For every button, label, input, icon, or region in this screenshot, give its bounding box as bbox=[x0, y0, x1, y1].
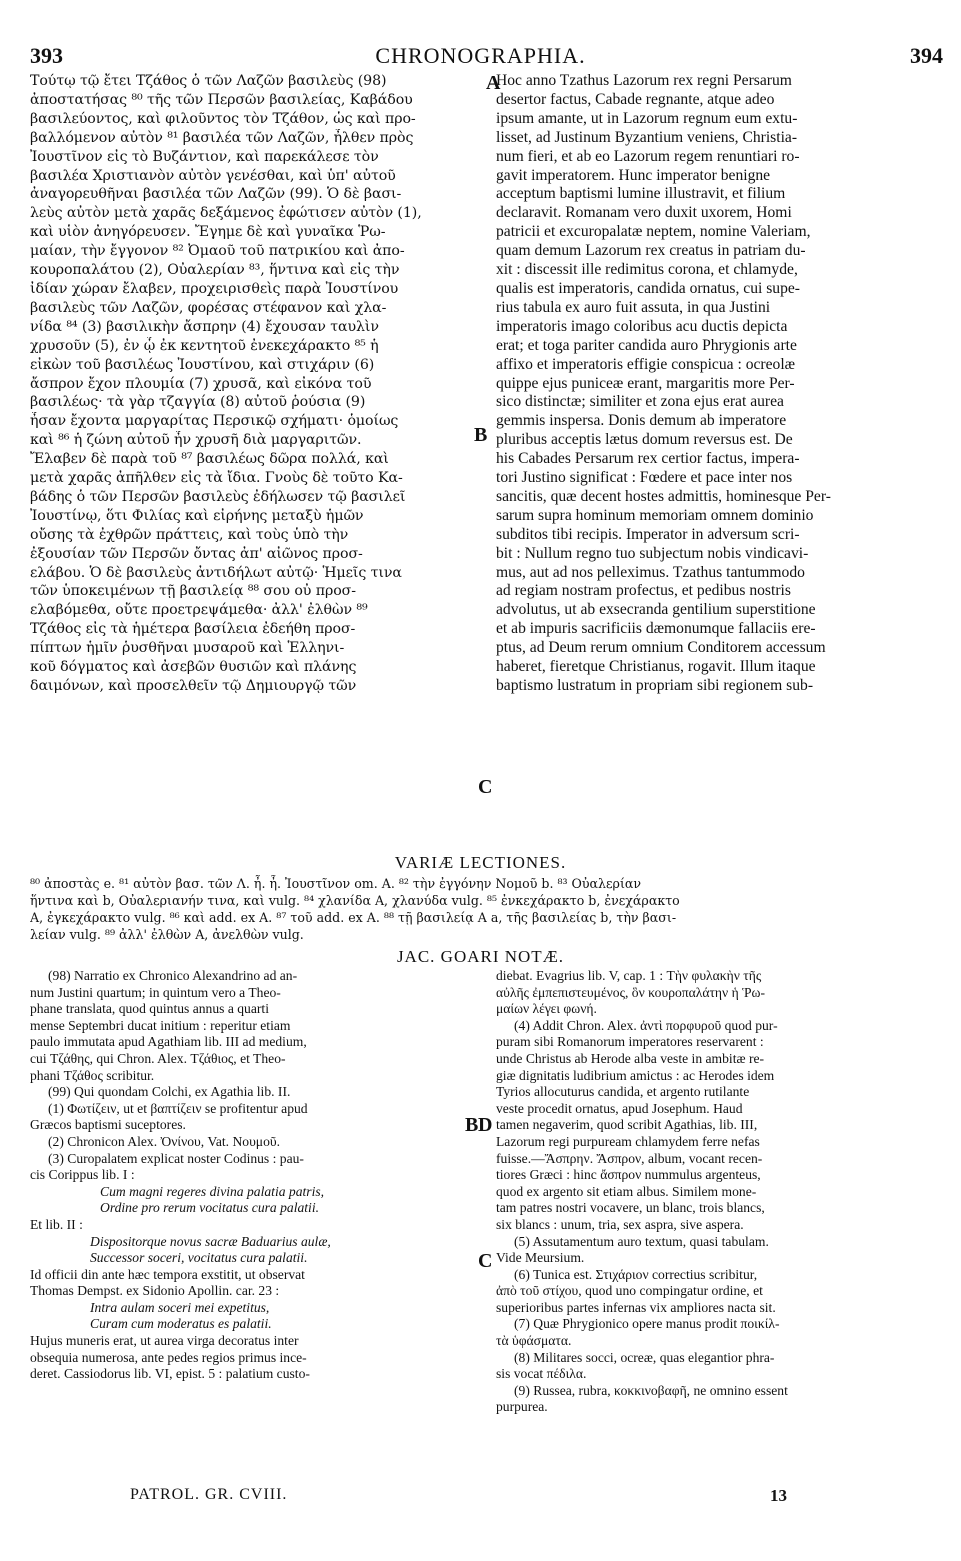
note-line: veste procedit ornatus, apud Josephum. Haud bbox=[496, 1100, 743, 1116]
latin-text-line: baptismo lustratum in propriam sibi regionem sub- bbox=[496, 677, 814, 694]
latin-text-line: tori Justino significat : Fœdere et pace inter nos bbox=[496, 469, 793, 487]
page-number-left: 393 bbox=[30, 43, 63, 68]
note-line: purpurea. bbox=[496, 1399, 548, 1415]
latin-text-line: Hoc anno Tzathus Lazorum rex regni Persarum bbox=[496, 72, 792, 89]
margin-marker-d-notes: D bbox=[478, 1114, 493, 1136]
greek-text-line: λεὺς αὐτὸν μετὰ χαρᾶς δεξάμενος ἐφώτισεν αὐτὸν (1), bbox=[30, 205, 422, 222]
note-line: giæ dignitatis ludibrium amictus : ac Herodes idem bbox=[496, 1067, 775, 1083]
greek-text-line: δαιμόνων, καὶ προσελθεῖν τῷ Δημιουργῷ τῶν bbox=[30, 678, 357, 694]
latin-text-line: lisset, ad Justinum Byzantium veniens, Christia- bbox=[496, 128, 798, 146]
note-line: Et lib. II : bbox=[30, 1216, 83, 1232]
note-line: Lazorum regi purpuream chlamydem ferre nefas bbox=[496, 1133, 760, 1149]
note-line: (4) Addit Chron. Alex. ἀντὶ πορφυροῦ quod pur- bbox=[514, 1017, 778, 1033]
latin-text-line: sancitis, quæ decent hostes admittis, hominesque Per- bbox=[496, 487, 831, 505]
margin-marker-c-notes: C bbox=[478, 1250, 493, 1272]
latin-text-line: quam demum Lazorum rex creatus in patriam du- bbox=[496, 242, 806, 260]
greek-text-line: ἐξουσίαν τῶν Περσῶν ὄντας ἀπ' αἰῶνος προσ- bbox=[30, 545, 363, 562]
note-line: diebat. Evagrius lib. V, cap. 1 : Τὴν φυλακὴν τῆς bbox=[496, 968, 762, 983]
note-line: num Justini quartum; in quintum vero a Theo- bbox=[30, 984, 281, 1000]
greek-text-line: ἦσαν ἔχοντα μαργαρίτας Περσικῷ σχήματι· ὁμοίως bbox=[30, 413, 399, 430]
greek-text-line: ἰδίαν χώραν ἔλαβεν, προχειρισθεὶς παρὰ Ἰουστίνου bbox=[30, 280, 399, 297]
note-line: Thomas Dempst. ex Sidonio Apollin. car. 23 : bbox=[30, 1283, 280, 1299]
note-line: Cum magni regeres divina palatia patris, bbox=[100, 1183, 325, 1199]
page-number-right: 394 bbox=[910, 43, 943, 68]
greek-text-line: βάδης ὁ τῶν Περσῶν βασιλεὺς ἐδήλωσεν τῷ βασιλεῖ bbox=[30, 488, 406, 505]
note-line: obsequia numerosa, ante pedes regios primus ince- bbox=[30, 1349, 307, 1365]
greek-text-line: Ἰουστίνῳ, ὅτι Φιλίας καὶ εἰρήνης μεταξὺ ἡμῶν bbox=[30, 507, 364, 524]
latin-text-line: bit : Nullum regno tuo subjectum nobis vindicavi- bbox=[496, 544, 809, 562]
note-line: τὰ ὑφάσματα. bbox=[496, 1333, 572, 1349]
greek-text-line: Τούτῳ τῷ ἔτει Τζάθος ὁ τῶν Λαζῶν βασιλεὺς (98) bbox=[30, 73, 387, 89]
latin-text-line: rius tabula ex auro fuit assuta, in qua Justini bbox=[496, 298, 771, 316]
note-line: sis vocat πέδιλα. bbox=[496, 1366, 587, 1382]
note-line: puram sibi Romanorum imperatores reservarent : bbox=[496, 1034, 764, 1050]
greek-text-line: Ἰουστῖνον εἰς τὸ Βυζάντιον, καὶ παρεκάλεσε τὸν bbox=[30, 148, 379, 165]
greek-text-line: βασιλέως· τὰ γὰρ τζαγγία (8) αὐτοῦ ῥούσια (9) bbox=[30, 394, 366, 411]
greek-text-line: ελαβόμεθα, οὔτε προετρεψάμεθα· ἀλλ' ἐλθὼν ⁸⁹ bbox=[30, 602, 368, 619]
latin-text-line: advolutus, ut ab exsecranda gentilium superstitione bbox=[496, 601, 816, 619]
note-line: superioribus partes infernas vix ampliores nacta sit. bbox=[496, 1299, 776, 1315]
note-line: Intra aulam soceri mei expetitus, bbox=[90, 1299, 270, 1315]
latin-text-line: num fieri, et ab eo Lazorum regem renuntiari ro- bbox=[496, 147, 800, 165]
greek-text-line: κουροπαλάτου (2), Οὐαλερίαν ⁸³, ἥντινα καὶ εἰς τὴν bbox=[30, 262, 400, 279]
latin-text-line: sico distinctæ; similiter et zona ejus erat aurea bbox=[496, 393, 784, 411]
note-line: ἀπὸ τοῦ στίχου, quod uno compingatur ordine, et bbox=[496, 1283, 763, 1299]
note-line: (3) Curopalatem explicat noster Codinus : pau- bbox=[48, 1150, 304, 1166]
latin-text-line: imperatoris imago coloribus acu ductis depicta bbox=[496, 317, 788, 335]
latin-text-line: ipsum amante, ut in Lazorum regnum eum extu- bbox=[496, 109, 798, 127]
note-line: (9) Russea, rubra, κοκκινοβαφῆ, ne omnino essent bbox=[514, 1382, 788, 1398]
latin-text-line: gemmis inspersa. Donis demum ab imperatore bbox=[496, 412, 787, 430]
latin-text-line: affixo et imperatoris effigie conspicua : ocreolæ bbox=[496, 355, 796, 373]
latin-text-line: et ab impuris sacrificiis dæmonumque fallaciis ere- bbox=[496, 620, 816, 638]
latin-text-line: ptus, ad Deum rerum omnium Conditorem accessum bbox=[496, 639, 826, 657]
greek-text-line: βαλλόμενον αὐτὸν ⁸¹ βασιλέα τῶν Λαζῶν, ἦλθεν πρὸς bbox=[30, 129, 414, 146]
note-line: (1) Φωτίζειν, ut et βαπτίζειν se profitentur apud bbox=[48, 1100, 308, 1116]
latin-text-line: erat; et toga pariter candida auro Phrygionis arte bbox=[496, 336, 797, 354]
note-line: tiores Græci : hinc ἄσπρον nummulus argenteus, bbox=[496, 1167, 761, 1183]
latin-text-line: pluribus acceptis lætus domum reversus est. De bbox=[496, 431, 793, 449]
latin-text-line: his Cabades Persarum rex certior factus, impera- bbox=[496, 450, 800, 468]
latin-text-line: gavit imperatorem. Hunc imperator benigne bbox=[496, 166, 771, 184]
notes-heading: JAC. GOARI NOTÆ. bbox=[396, 947, 565, 966]
greek-text-line: μετὰ χαρᾶς ἀπῆλθεν εἰς τὰ ἴδια. Γνοὺς δὲ τοῦτο Κα- bbox=[30, 470, 403, 487]
latin-text-line: ad regiam nostram profectus, et pedibus nostris bbox=[496, 582, 791, 600]
note-line: (98) Narratio ex Chronico Alexandrino ad an- bbox=[48, 968, 298, 983]
footer-series-label: PATROL. GR. CVIII. bbox=[130, 1486, 288, 1503]
latin-translation-column bbox=[496, 72, 942, 852]
margin-marker-c: C bbox=[478, 776, 493, 798]
note-line: Id officii din ante hæc tempora exstitit, ut observat bbox=[30, 1266, 305, 1282]
latin-text-line: declaravit. Romanam vero duxit uxorem, Homi bbox=[496, 204, 792, 222]
note-line: Hujus muneris erat, ut aurea virga decoratus inter bbox=[30, 1333, 299, 1349]
note-line: Tyrios allocuturus candida, et argento rutilante bbox=[496, 1084, 750, 1100]
note-line: phani Τζάθος scribitur. bbox=[30, 1067, 155, 1083]
note-line: tamen negaverim, quod scribit Agathias, lib. III, bbox=[496, 1117, 758, 1133]
greek-text-line: χρυσοῦν (5), ἐν ᾧ ἐκ κεντητοῦ ἐνεκεχάρακτο ⁸⁵ ἡ bbox=[30, 337, 379, 354]
running-title: CHRONOGRAPHIA. bbox=[375, 43, 586, 68]
note-line: Curam cum moderatus es palatii. bbox=[90, 1316, 272, 1332]
latin-text-line: desertor factus, Cabade regnante, atque adeo bbox=[496, 90, 775, 108]
note-line: paulo immutata apud Agathiam lib. III ad medium, bbox=[30, 1034, 307, 1050]
variant-reading-line: λείαν vulg. ⁸⁹ ἀλλ' ἐλθὼν A, ἀνελθὼν vulg. bbox=[30, 927, 304, 942]
greek-text-line: καὶ υἱὸν ἀνηγόρευσεν. Ἔγημε δὲ καὶ γυναῖκα Ῥω- bbox=[30, 224, 386, 241]
greek-text-line: μαίαν, τὴν ἔγγονον ⁸² Ὀμαοῦ τοῦ πατρικίου καὶ ἀπο- bbox=[30, 243, 405, 260]
latin-text-line: acceptum baptismi lumine illustravit, et filium bbox=[496, 185, 786, 203]
variant-reading-line: ⁸⁰ ἀποστὰς e. ⁸¹ αὐτὸν βασ. τῶν Λ. ἦ. ἦ. Ἰουστῖνον om. A. ⁸² τὴν ἐγγόνην Νομοῦ b. ⁸³ Οὐαλερίαν bbox=[30, 876, 642, 891]
latin-text-line: quippe ejus puniceæ erant, margaritis more Per- bbox=[496, 374, 795, 392]
note-line: deret. Cassiodorus lib. VI, epist. 5 : palatium custo- bbox=[30, 1366, 310, 1382]
latin-text-line: sarum supra hominum memoriam omnem dominio bbox=[496, 506, 814, 524]
notes-right-column bbox=[496, 968, 942, 1478]
note-line: (7) Quæ Phrygionico opere manus prodit ποικίλ- bbox=[514, 1316, 780, 1332]
notes-left-column bbox=[30, 968, 460, 1488]
greek-text-line: ελάβου. Ὁ δὲ βασιλεὺς ἀντιδήλωτ αὐτῷ· Ἡμεῖς τινα bbox=[30, 564, 402, 581]
note-line: Græcos baptismi suceptores. bbox=[30, 1117, 186, 1133]
latin-text-line: patricii et excuropalatæ neptem, nomine Valeriam, bbox=[496, 223, 811, 241]
greek-text-line: κοῦ δόγματος καὶ ἀσεβῶν θυσιῶν καὶ πλάνης bbox=[30, 659, 357, 676]
greek-text-line: τῶν ὑποκειμένων τῇ βασιλείᾳ ⁸⁸ σου οὐ προσ- bbox=[30, 583, 356, 600]
greek-text-line: βασιλέα Χριστιανὸν αὐτὸν γενέσθαι, καὶ ὑπ' αὐτοῦ bbox=[30, 167, 396, 184]
greek-text-line: εἰκὼν τοῦ βασιλέως Ἰουστίνου, καὶ στιχάριν (6) bbox=[30, 356, 375, 373]
latin-text-line: qualis est imperatoris, candida ornatus, cui supe- bbox=[496, 279, 800, 297]
greek-text-column bbox=[30, 72, 482, 852]
note-line: tam patres nostri vocavere, un blanc, trois blancs, bbox=[496, 1200, 765, 1216]
greek-text-line: οὔσης τὰ ἐχθρῶν πράττεις, καὶ τοὺς ὑπὸ τὴν bbox=[30, 526, 349, 543]
margin-marker-b: B bbox=[474, 424, 488, 446]
variant-reading-line: A, ἐγκεχάρακτο vulg. ⁸⁶ καὶ add. ex A. ⁸⁷ τοῦ add. ex A. ⁸⁸ τῇ βασιλείᾳ A a, τῆς βασιλείας b, τὴν βασι- bbox=[30, 910, 677, 925]
note-line: six blancs : unum, tria, sex aspra, sive aspera. bbox=[496, 1216, 744, 1232]
note-line: cis Corippus lib. I : bbox=[30, 1167, 135, 1183]
note-line: (6) Tunica est. Στιχάριον correctius scribitur, bbox=[514, 1266, 758, 1282]
note-line: Ordine pro rerum vocitatus cura palatii. bbox=[100, 1200, 319, 1216]
note-line: (99) Qui quondam Colchi, ex Agathia lib. II. bbox=[48, 1084, 291, 1100]
greek-text-line: νίδα ⁸⁴ (3) βασιλικὴν ἄσπρην (4) ἔχουσαν ταυλὶν bbox=[30, 318, 379, 335]
margin-marker-b-notes: B bbox=[465, 1114, 479, 1136]
note-line: αὐλῆς ἐμπεπιστευμένος, ὃν κουροπαλάτην ἡ Ῥω- bbox=[496, 984, 765, 1000]
note-line: cui Τζάθης, qui Chron. Alex. Τζάθιος, et Theo- bbox=[30, 1050, 286, 1066]
note-line: (5) Assutamentum auro textum, quasi tabulam. bbox=[514, 1233, 769, 1249]
greek-text-line: καὶ ⁸⁶ ἡ ζώνη αὐτοῦ ἦν χρυσῆ διὰ μαργαριτῶν. bbox=[30, 432, 362, 449]
greek-text-line: πίπτων ἡμῖν ῥυσθῆναι μυσαροῦ καὶ Ἑλληνι- bbox=[30, 640, 345, 657]
note-line: fuisse.—Ἄσπρην. Ἄσπρον, album, vocant recen- bbox=[496, 1150, 763, 1166]
variae-lectiones-heading: VARIÆ LECTIONES. bbox=[394, 853, 567, 872]
note-line: (8) Militares socci, ocreæ, quas elegantior phra- bbox=[514, 1349, 775, 1365]
note-line: phane translata, quod quintus annus a quarti bbox=[30, 1001, 269, 1017]
note-line: μαίων λέγει φωνή. bbox=[496, 1001, 597, 1017]
note-line: (2) Chronicon Alex. Ὀνίνου, Vat. Νουμοῦ. bbox=[48, 1133, 281, 1149]
margin-marker-a: A bbox=[486, 72, 501, 94]
footer-signature-number: 13 bbox=[770, 1486, 787, 1505]
variant-readings-block bbox=[30, 875, 942, 943]
latin-text-line: xit : discessit ille redimitus corona, et chlamyde, bbox=[496, 261, 798, 279]
latin-text-line: subditos tibi recipis. Imperator in adversum scri- bbox=[496, 525, 800, 543]
variant-reading-line: ἥντινα καὶ b, Οὐαλεριανήν τινα, καὶ vulg. ⁸⁴ χλανίδα A, χλανύδα vulg. ⁸⁵ ἐνκεχάρακτο b, ἐνεχάρακτο bbox=[30, 893, 680, 908]
greek-text-line: Τζάθος εἰς τὰ ἡμέτερα βασίλεια ἐδεήθη προσ- bbox=[30, 621, 356, 638]
greek-text-line: ἀποστατήσας ⁸⁰ τῆς τῶν Περσῶν βασιλείας, Καβάδου bbox=[30, 91, 413, 108]
greek-text-line: ἀναγορευθῆναι βασιλέα τῶν Λαζῶν (99). Ὁ δὲ βασι- bbox=[30, 186, 402, 203]
latin-text-line: mus, aut ad nos pelleximus. Tzathus tantummodo bbox=[496, 563, 805, 581]
note-line: mense Septembri ducat initium : reperitur etiam bbox=[30, 1017, 291, 1033]
note-line: Successor soceri, vocitatus cura palatii. bbox=[90, 1250, 308, 1266]
latin-text-line: haberet, fieretque Christianus, rogavit. Illum itaque bbox=[496, 658, 816, 676]
greek-text-line: ἄσπρον ἔχον πλουμία (7) χρυσᾶ, καὶ εἰκόνα τοῦ bbox=[30, 375, 372, 392]
greek-text-line: βασιλεὺς τῶν Λαζῶν, φορέσας στέφανον καὶ χλα- bbox=[30, 299, 387, 316]
note-line: unde Christus ab Herode alba veste in ambitæ re- bbox=[496, 1050, 765, 1066]
note-line: quod ex argento sit etiam albus. Similem mone- bbox=[496, 1183, 757, 1199]
note-line: Vide Meursium. bbox=[496, 1250, 585, 1266]
greek-text-line: βασιλεύοντος, καὶ φιλοῦντος τὸν Τζάθον, ὡς καὶ προ- bbox=[30, 110, 416, 127]
greek-text-line: Ἔλαβεν δὲ παρὰ τοῦ ⁸⁷ βασιλέως δῶρα πολλά, καὶ bbox=[30, 451, 389, 468]
note-line: Dispositorque novus sacræ Baduarius aulæ, bbox=[90, 1233, 331, 1249]
